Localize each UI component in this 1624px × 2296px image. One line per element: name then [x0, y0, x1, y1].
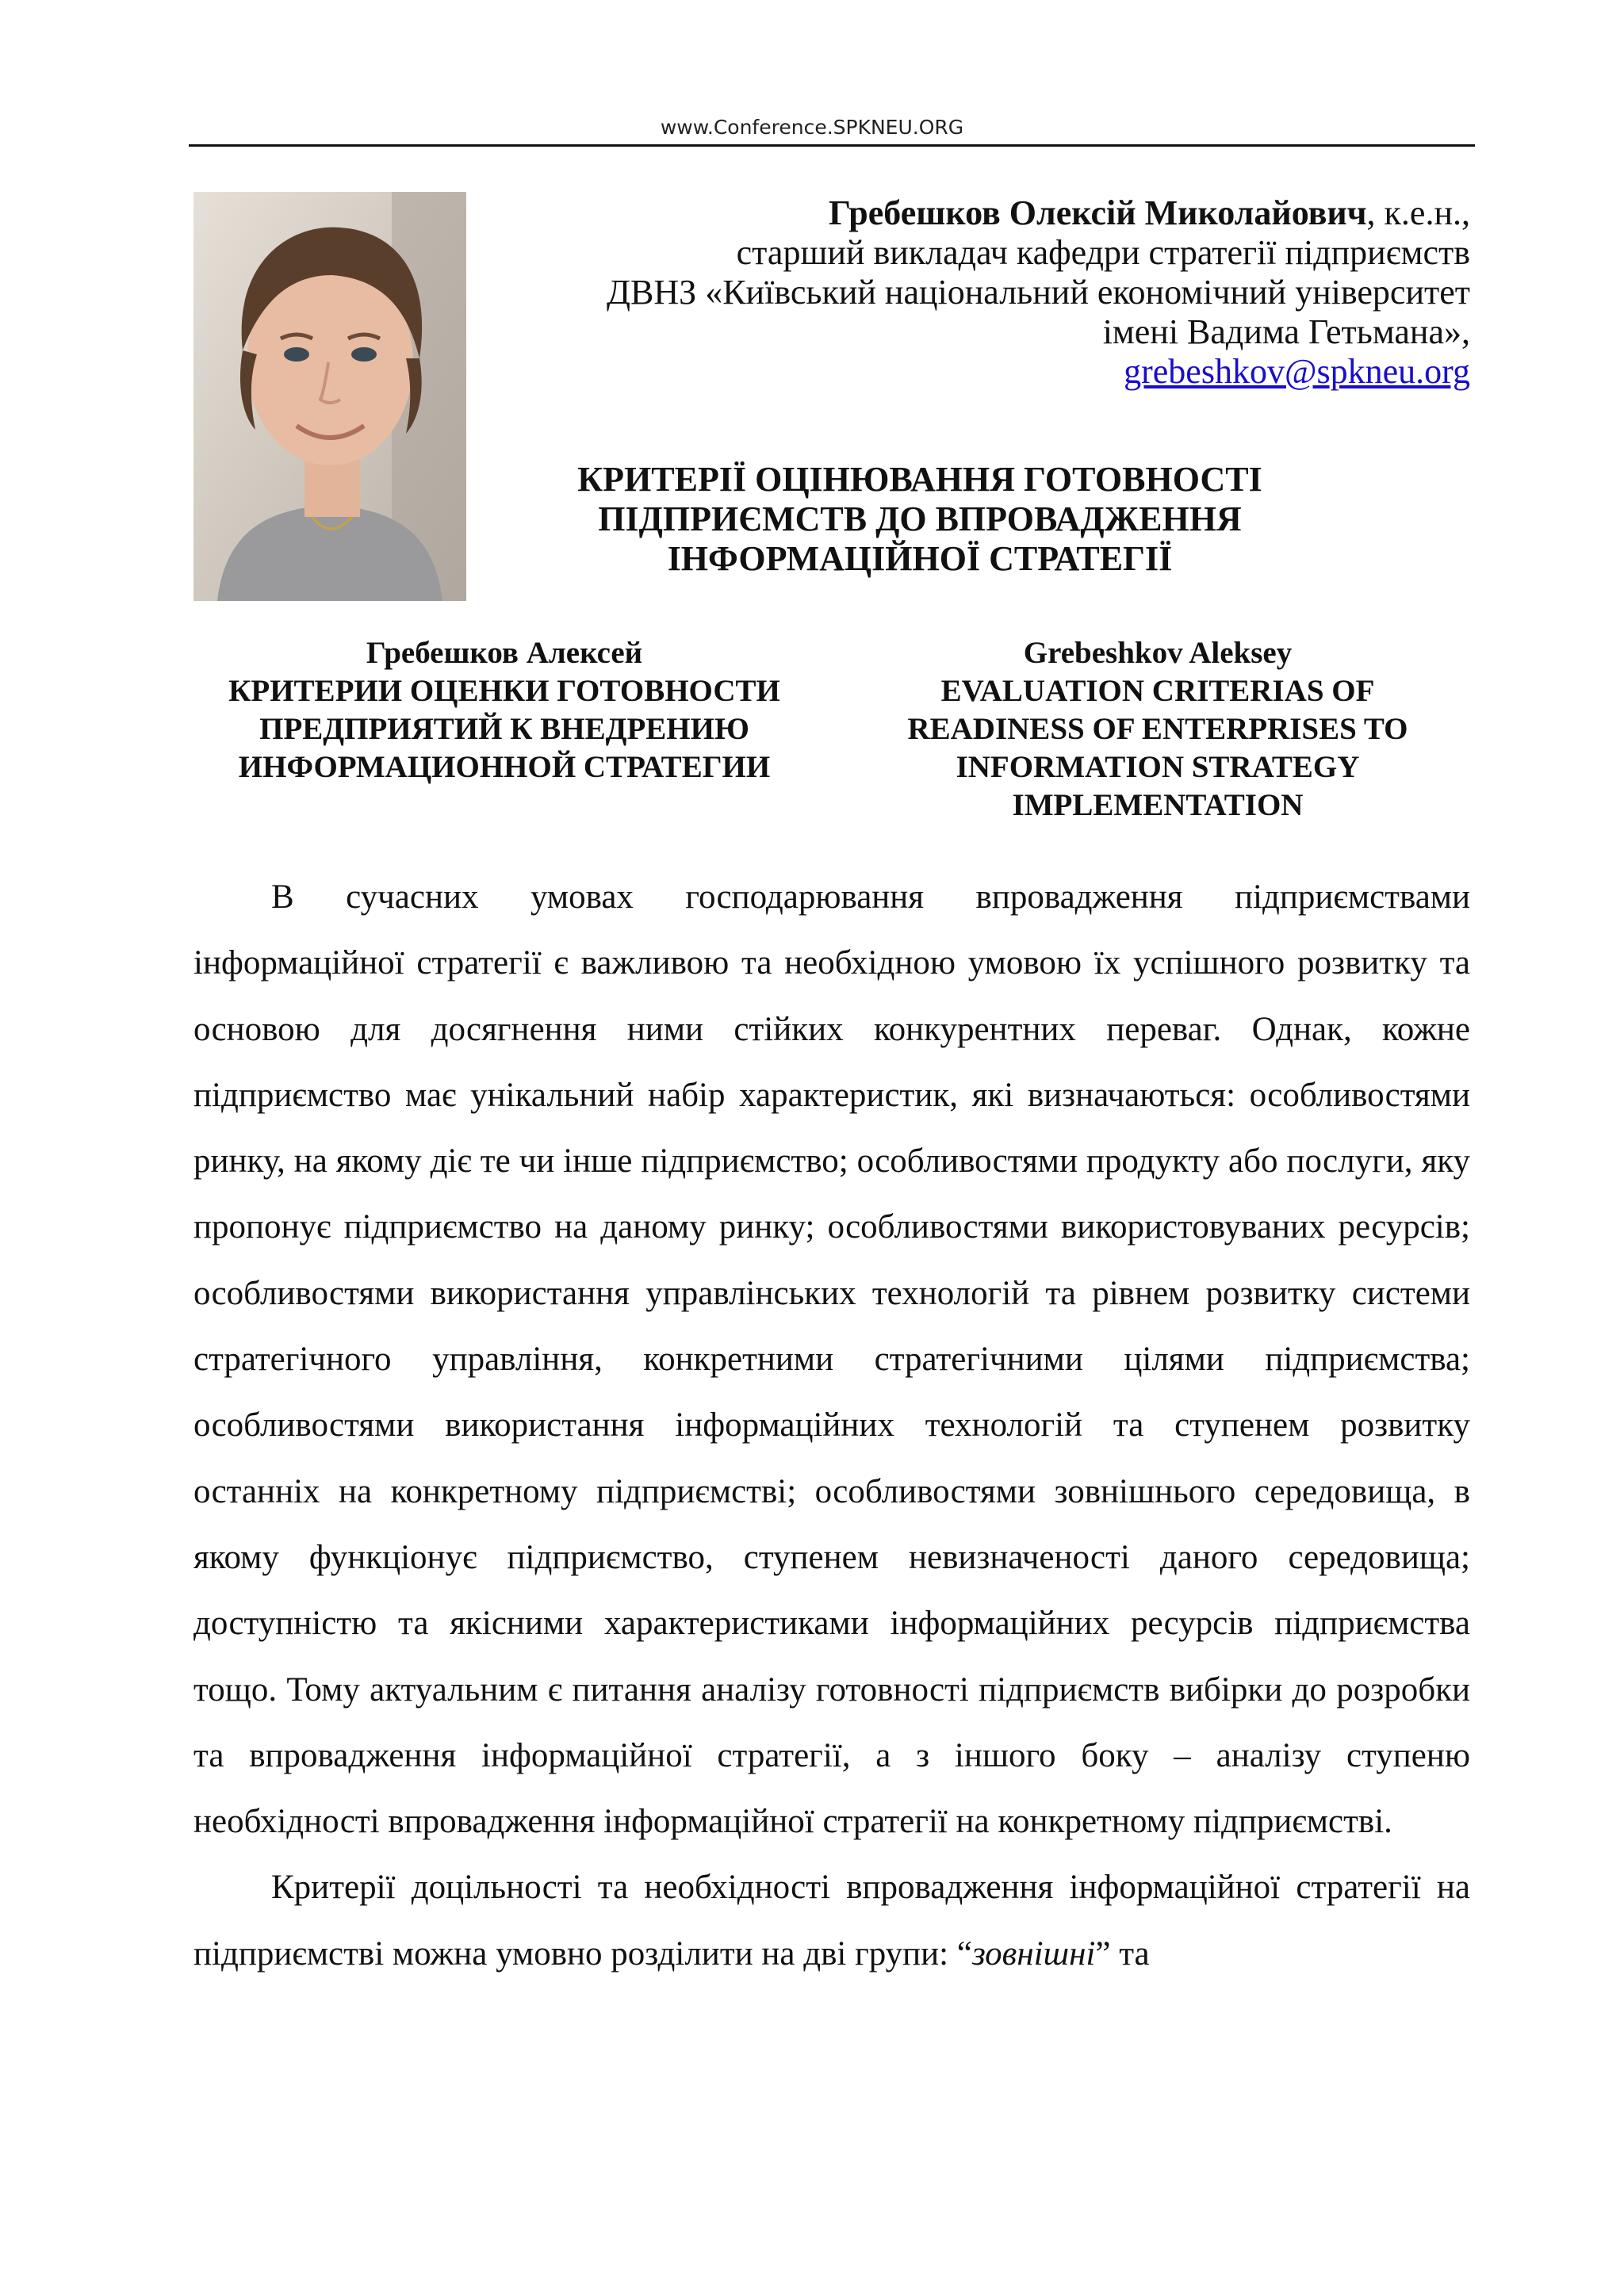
author-name-line — [492, 193, 1470, 233]
author-university-line2: імені Вадима Гетьмана», — [1102, 312, 1470, 351]
author-university-line1: ДВНЗ «Київський національний економічний університет — [607, 273, 1470, 312]
title-en-line1: EVALUATION CRITERIAS OF — [940, 674, 1375, 708]
author-position: старший викладач кафедри стратегії підприємств — [736, 233, 1470, 272]
title-ru-line2: ПРЕДПРИЯТИЙ К ВНЕДРЕНИЮ — [259, 712, 749, 746]
paragraph-2-text: Критерії доцільності та необхідності впровадження інформаційної стратегії на підприємстві можна умовно розділити на дві групи: “ — [193, 1869, 1470, 1973]
title-ru-line3: ИНФОРМАЦИОННОЙ СТРАТЕГИИ — [238, 750, 771, 784]
author-degree: , к.е.н., — [1366, 193, 1470, 232]
title-english — [856, 634, 1459, 825]
author-info — [492, 193, 1470, 392]
title-en-author: Grebeshkov Aleksey — [1023, 636, 1293, 670]
title-ua-line1: КРИТЕРІЇ ОЦІНЮВАННЯ ГОТОВНОСТІ — [577, 460, 1262, 499]
title-en-line4: IMPLEMENTATION — [1012, 788, 1304, 822]
title-russian — [203, 634, 806, 786]
title-en-line3: INFORMATION STRATEGY — [956, 750, 1360, 784]
body-paragraph-2 — [193, 1854, 1470, 1987]
author-photo — [193, 192, 466, 601]
title-ru-line1: КРИТЕРИИ ОЦЕНКИ ГОТОВНОСТИ — [228, 674, 780, 708]
title-ua-line2: ПІДПРИЄМСТВ ДО ВПРОВАДЖЕННЯ — [598, 499, 1242, 538]
paragraph-2-end: ” та — [1095, 1934, 1150, 1973]
conference-url: www.Conference.SPKNEU.ORG — [660, 116, 964, 139]
paragraph-2-italic: зовнішні — [971, 1934, 1096, 1973]
author-email-link[interactable]: grebeshkov@spkneu.org — [1124, 352, 1470, 391]
title-ua-line3: ІНФОРМАЦІЙНОЇ СТРАТЕГІЇ — [667, 539, 1173, 578]
header-divider — [189, 144, 1475, 147]
article-body — [193, 864, 1470, 1987]
title-ru-author: Гребешков Алексей — [366, 636, 643, 670]
title-ukrainian — [492, 460, 1348, 579]
title-en-line2: READINESS OF ENTERPRISES TO — [907, 712, 1408, 746]
author-name: Гребешков Олексій Миколайович — [829, 193, 1367, 232]
body-paragraph-1: В сучасних умовах господарювання впровадження підприємствами інформаційної стратегії є важливою та необхідною умовою їх успішного розвитку та основою для досягнення ними стійких конкурентних переваг. Однак, кожне підприємство має унікальний набір характеристик, які визначаються: особливостями ринку, на якому діє те чи інше підприємство; особливостями продукту або послуги, яку пропонує підприємство на даному ринку; особливостями використовуваних ресурсів; особливостями використання управлінських технологій та рівнем розвитку системи стратегічного управління, конкретними стратегічними цілями підприємства; особливостями використання інформаційних технологій та ступенем розвитку останніх на конкретному підприємстві; особливостями зовнішнього середовища, в якому функціонує підприємство, ступенем невизначеності даного середовища; доступністю та якісними характеристиками інформаційних ресурсів підприємства тощо. Тому актуальним є питання аналізу готовності підприємств вибірки до розробки та впровадження інформаційної стратегії, а з іншого боку – аналізу ступеню необхідності впровадження інформаційної стратегії на конкретному підприємстві. — [193, 878, 1470, 1841]
